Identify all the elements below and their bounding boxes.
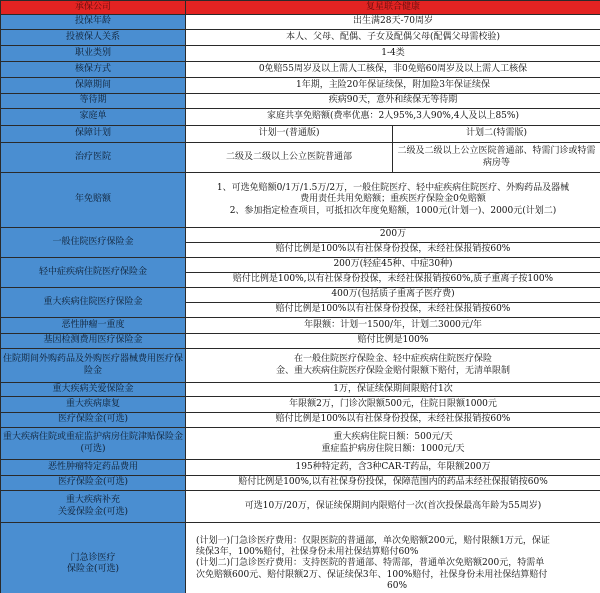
- deductible-line1: 1、可选免赔额0/1万/1.5万/2万，一般住院医疗、轻中症疾病住院医疗、外购药品及器械: [216, 183, 570, 194]
- row-special-drug-limit: [1, 460, 600, 476]
- drugs-value: [186, 349, 600, 383]
- row-mild-amount: [1, 258, 600, 273]
- age-label: 投保年龄: [1, 15, 186, 30]
- deductible-line2: [188, 194, 598, 205]
- tumor-label1: 恶性肿瘤一重度: [1, 318, 186, 334]
- row-rehab-limit: [1, 397, 600, 413]
- special-drug-line1: 195种特定药，含3种CAR-T药品，年限额200万: [186, 460, 600, 476]
- mild-amount: 200万(轻症45种、中症30种): [186, 258, 600, 273]
- header-row: [1, 1, 600, 15]
- uw-value: 0免赔55周岁及以上需人工核保，非0免赔60周岁及以上需人工核保: [186, 62, 600, 78]
- outpatient-line4: 次免赔额600元、赔付限额2万、保证续保3年、100%赔付，社保身份未用社保结算赔付: [196, 569, 548, 580]
- general-amount: 200万: [186, 228, 600, 243]
- row-general-amount: [1, 228, 600, 243]
- rehab-limit: 年限额2万，门诊次限额500元，住院日限额1000元: [186, 397, 600, 413]
- outpatient-label1: 门急诊医疗: [70, 552, 116, 563]
- rehab-label2: 医疗保险金(可选): [1, 413, 186, 428]
- tumor-ratio: 赔付比例是100%: [186, 334, 600, 349]
- row-hospital: [1, 143, 600, 173]
- row-family: [1, 109, 600, 126]
- row-tumor-ratio: [1, 334, 600, 349]
- outpatient-line1: (计划一)门急诊医疗费用：仅限医院的普通部，单次免赔额200元，赔付限额1万元，保证: [196, 535, 550, 546]
- supplement-label: [1, 491, 186, 523]
- general-desc: 赔付比例是100%以有社保身份投保，未经社保报销按60%: [186, 243, 600, 258]
- row-care: [1, 383, 600, 397]
- outpatient-label: [1, 523, 186, 593]
- job-label: 职业类别: [1, 46, 186, 62]
- general-label: 一般住院医疗保险金: [1, 228, 186, 258]
- plan1-name: 计划一(普通版): [186, 126, 393, 143]
- row-relation: [1, 30, 600, 46]
- mild-label: 轻中症疾病住院医疗保险金: [1, 258, 186, 288]
- hospital-label: 治疗医院: [1, 143, 186, 173]
- outpatient-line3: (计划二)门急诊医疗费用：支持医院的普通部、特需部，普通单次免赔额200元，特需单: [196, 558, 545, 569]
- relation-value: 本人、父母、配偶、子女及配偶父母(配偶父母需校验): [186, 30, 600, 46]
- drugs-line2: 金、重大疾病住院医疗保险金赔付限额下赔付，无清单限制: [276, 365, 511, 376]
- special-drug-line2: 赔付比例是100%,以有社保身份投保，保障范围内的药品未经社保报销按60%: [186, 476, 600, 491]
- outpatient-line2: 续保3年，100%赔付，社保身份未用社保结算赔付60%: [196, 547, 419, 558]
- wait-label: 等待期: [1, 94, 186, 109]
- row-rehab-ratio: [1, 413, 600, 428]
- rehab-ratio: 赔付比例是100%以有社保身份投保，未经社保报销按60%: [186, 413, 600, 428]
- outpatient-label2: 保险金(可选): [66, 564, 120, 574]
- allowance-line1: 重大疾病住院日额：500元/天: [333, 432, 453, 443]
- tumor-limit: 年限额：计划一1500/年，计划二3000元/年: [186, 318, 600, 334]
- family-value: 家庭共享免赔额(费率优惠：2人95%,3人90%,4人及以上85%): [186, 109, 600, 126]
- drugs-line1: 在一般住院医疗保险金、轻中症疾病住院医疗保险: [294, 354, 493, 365]
- outpatient-value: [186, 523, 600, 593]
- deductible-line2b: 重疾医疗保险金0免赔额: [390, 194, 486, 205]
- period-label: 保障期间: [1, 78, 186, 94]
- row-waiting: [1, 94, 600, 109]
- allowance-line2: 重症监护病房住院日额：1000元/天: [321, 443, 465, 454]
- mild-desc: 赔付比例是100%,以有社保身份投保，未经社保报销按60%,质子重离子按100%: [186, 273, 600, 288]
- family-label: 家庭单: [1, 109, 186, 126]
- wait-value: 疾病90天，意外和续保无等待期: [186, 94, 600, 109]
- deductible-line2a: 费用责任共用免赔额；: [300, 194, 391, 205]
- allowance-label: 重大疾病住院或重症监护病房住院津贴保险金(可选): [1, 428, 186, 460]
- row-period: [1, 78, 600, 94]
- deductible-label: 年免赔额: [1, 173, 186, 228]
- age-value: 出生满28天-70周岁: [186, 15, 600, 30]
- critical-desc: 赔付比例是100%以有社保身份投保，未经社保报销按60%: [186, 303, 600, 318]
- tumor-label2: 基因检测费用医疗保险金: [1, 334, 186, 349]
- row-outpatient: [1, 523, 600, 593]
- hospital-plan2: 二级及二级以上公立医院普通部、特需门诊或特需病房等: [393, 143, 600, 173]
- row-allowance: [1, 428, 600, 460]
- row-plan: [1, 126, 600, 143]
- plan-label: 保障计划: [1, 126, 186, 143]
- hospital-plan1: 二级及二级以上公立医院普通部: [186, 143, 393, 173]
- relation-label: 投被保人关系: [1, 30, 186, 46]
- row-age: [1, 15, 600, 30]
- plan2-name: 计划二(特需版): [393, 126, 600, 143]
- critical-amount: 400万(包括质子重离子医疗费): [186, 288, 600, 303]
- period-value: 1年期，主险20年保证续保，附加险3年保证续保: [186, 78, 600, 94]
- critical-label: 重大疾病住院医疗保险金: [1, 288, 186, 318]
- row-tumor-limit: [1, 318, 600, 334]
- care-value: 1万，保证续保期间限赔付1次: [186, 383, 600, 397]
- job-value: 1-4类: [186, 46, 600, 62]
- special-drug-label1: 恶性肿瘤特定药品费用: [1, 460, 186, 476]
- care-label: 重大疾病关爱保险金: [1, 383, 186, 397]
- supplement-value: 可选10万/20万，保证续保期间内限赔付一次(首次投保最高年龄为55周岁): [186, 491, 600, 523]
- row-drugs: [1, 349, 600, 383]
- row-special-drug-ratio: [1, 476, 600, 491]
- special-drug-label2: 医疗保险金(可选): [1, 476, 186, 491]
- uw-label: 核保方式: [1, 62, 186, 78]
- allowance-value: [186, 428, 600, 460]
- supplement-label2: 关爱保险金(可选): [57, 506, 129, 517]
- row-supplement: [1, 491, 600, 523]
- row-critical-amount: [1, 288, 600, 303]
- header-company: 复星联合健康: [186, 1, 600, 15]
- deductible-value: [186, 173, 600, 228]
- deductible-line3: 2、参加指定检查项目，可抵扣次年度免赔额，1000元(计划一)、2000元(计划二): [229, 205, 557, 216]
- row-job: [1, 46, 600, 62]
- supplement-label1: 重大疾病补充: [65, 495, 120, 506]
- rehab-label1: 重大疾病康复: [1, 397, 186, 413]
- row-underwriting: [1, 62, 600, 78]
- row-deductible: [1, 173, 600, 228]
- outpatient-line5: 60%: [387, 580, 408, 591]
- header-label: 承保公司: [1, 1, 186, 15]
- drugs-label: 住院期间外购药品及外购医疗器械费用医疗保险金: [1, 349, 186, 383]
